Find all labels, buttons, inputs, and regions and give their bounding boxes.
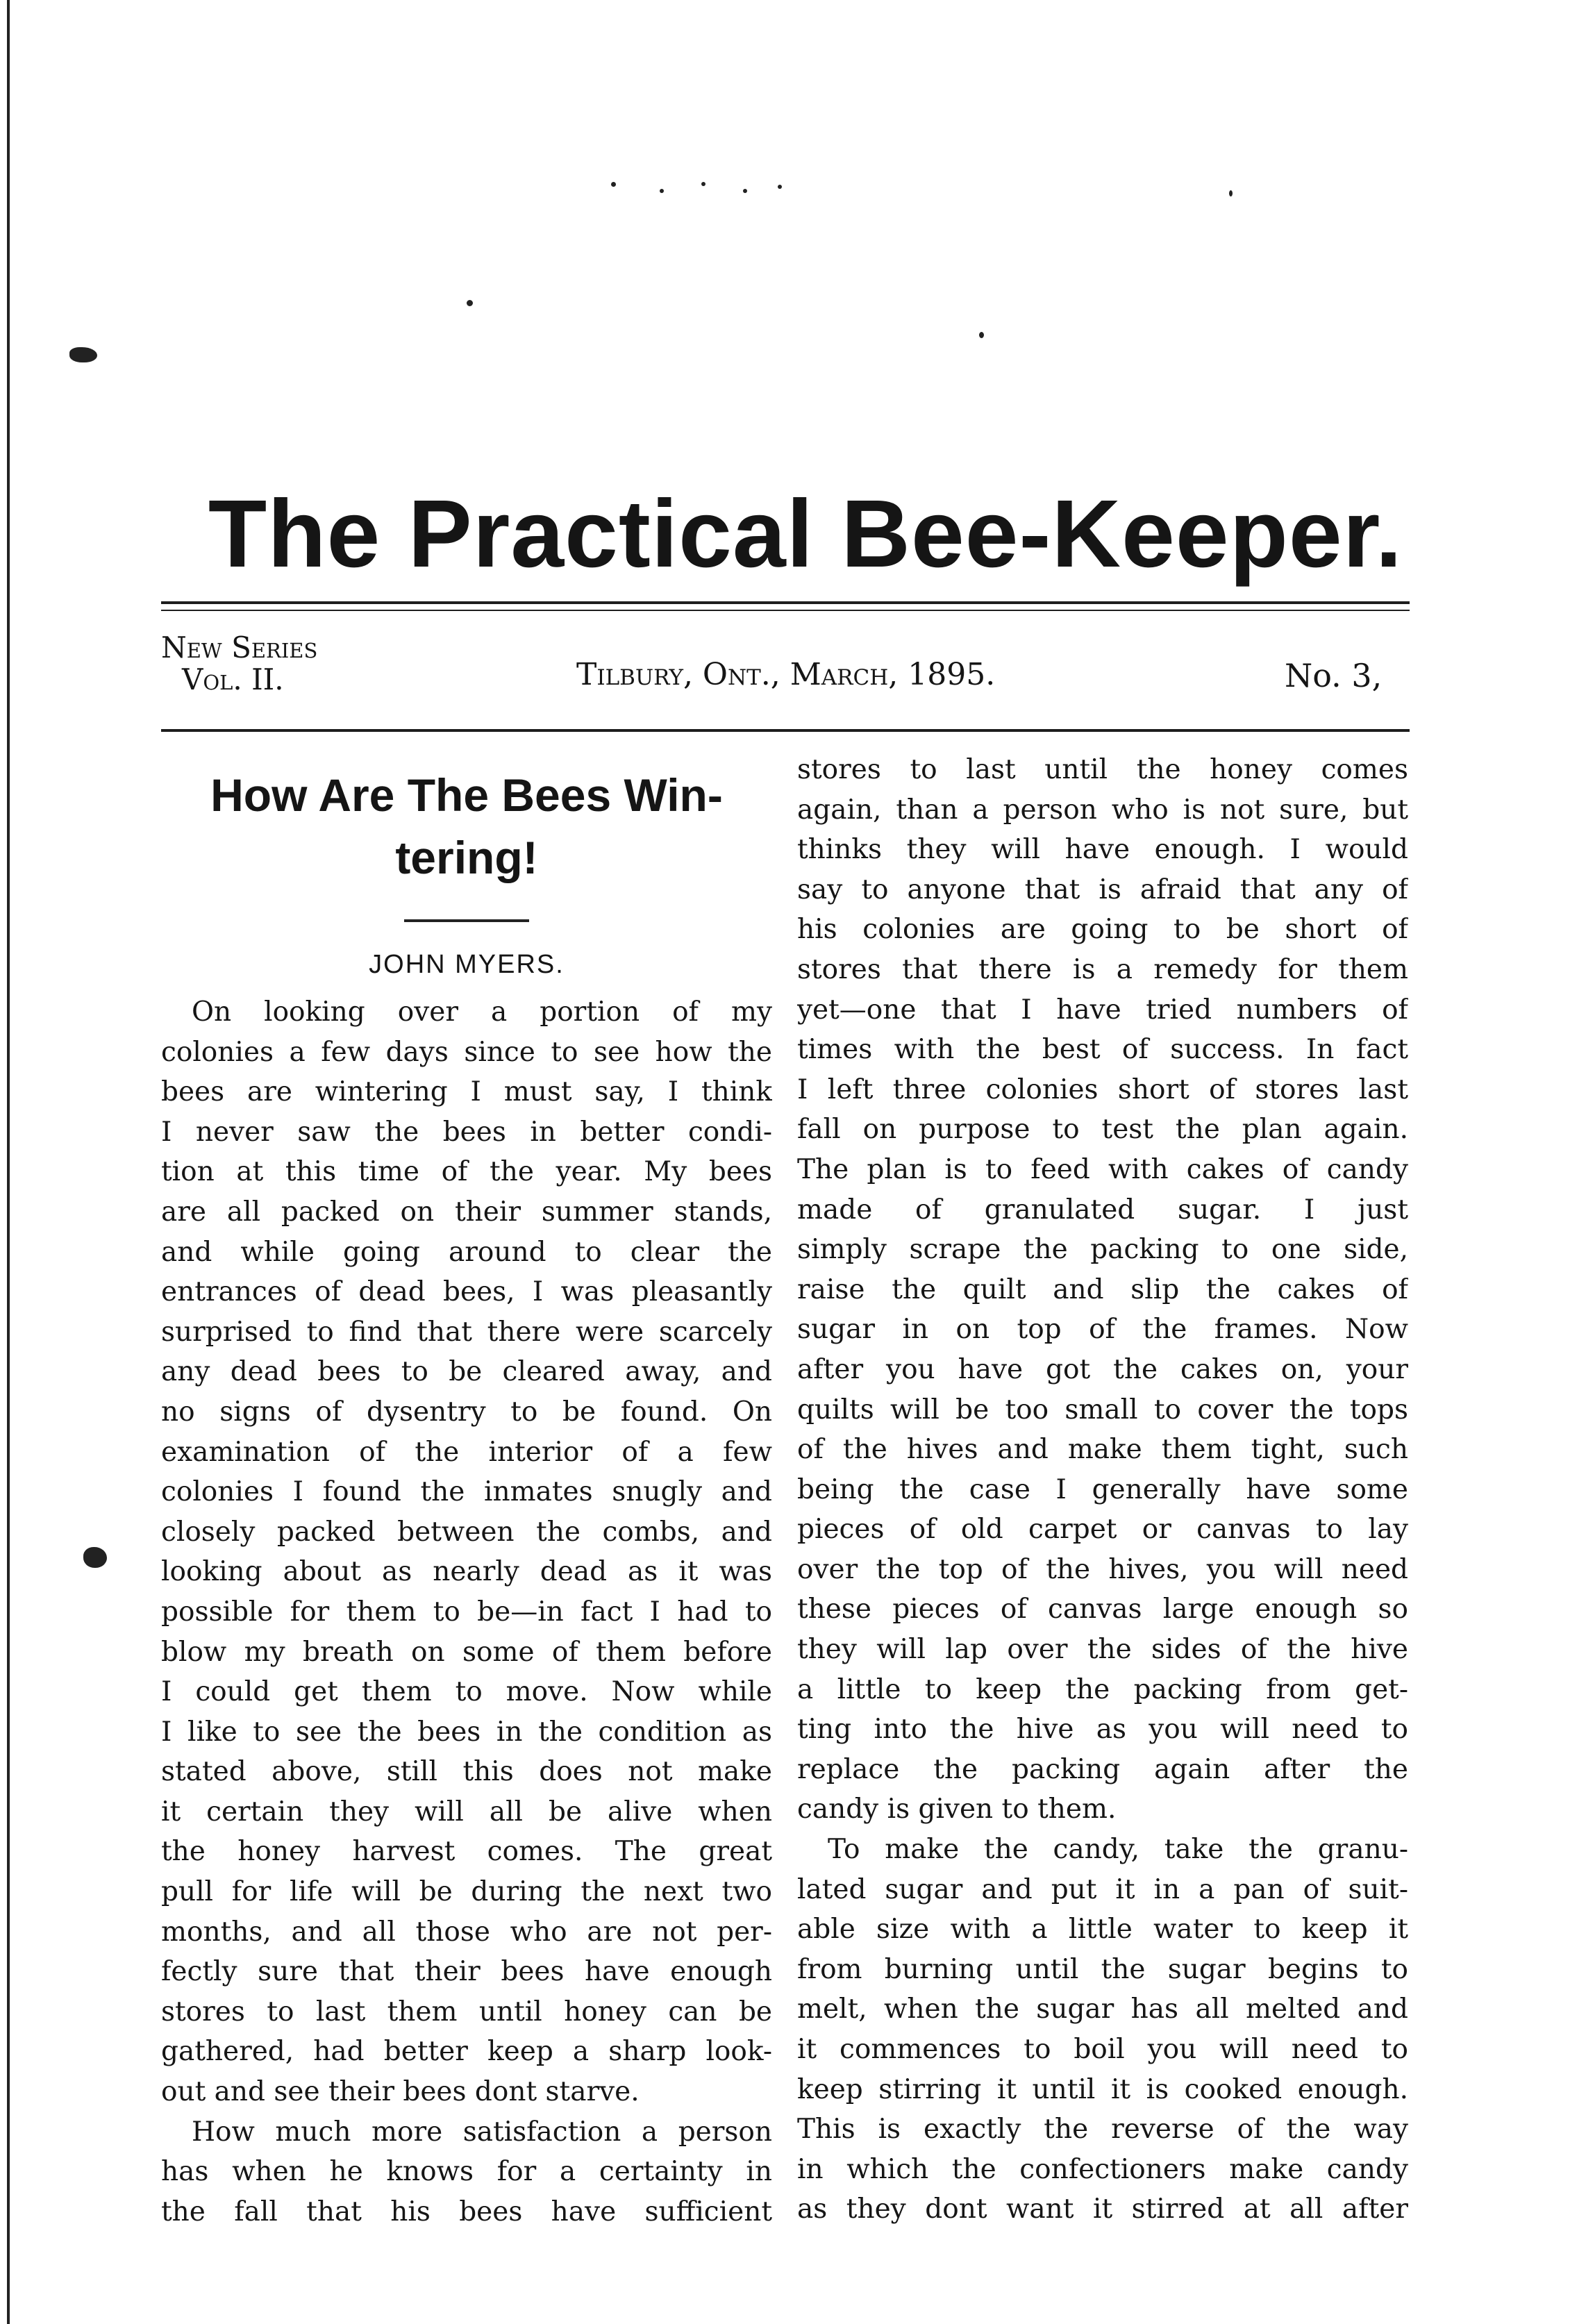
text-line: stated above, still this does not make: [161, 1756, 772, 1788]
text-line: fall on purpose to test the plan again.: [797, 1114, 1408, 1146]
right-column-text: [797, 750, 1408, 2230]
text-line: On looking over a portion of my: [192, 996, 772, 1028]
ink-speck: [778, 185, 782, 189]
text-line: as they dont want it stirred at all after: [797, 2193, 1408, 2225]
text-line: they will lap over the sides of the hive: [797, 1634, 1408, 1666]
text-line: after you have got the cakes on, your: [797, 1353, 1408, 1385]
text-line: melt, when the sugar has all melted and: [797, 1993, 1408, 2025]
text-line: stores to last them until honey can be: [161, 1996, 772, 2028]
volume-label: Vol. II.: [182, 662, 284, 696]
text-line: the fall that his bees have sufficient: [161, 2196, 772, 2227]
text-line: replace the packing again after the: [797, 1753, 1408, 1785]
text-line: raise the quilt and slip the cakes of: [797, 1273, 1408, 1305]
text-line: fectly sure that their bees have enough: [161, 1956, 772, 1988]
text-line: The plan is to feed with cakes of candy: [797, 1153, 1408, 1185]
text-line: again, than a person who is not sure, but: [797, 794, 1408, 826]
text-line: yet—one that I have tried numbers of: [797, 994, 1408, 1026]
text-line: tion at this time of the year. My bees: [161, 1156, 772, 1188]
ink-speck: [467, 300, 473, 306]
text-line: being the case I generally have some: [797, 1473, 1408, 1505]
text-line: surprised to find that there were scarcely: [161, 1316, 772, 1348]
masthead-rule-bottom: [161, 729, 1410, 732]
ink-speck: [1229, 190, 1233, 197]
issue-number: No. 3,: [1285, 657, 1383, 694]
text-line: in which the confectioners make candy: [797, 2153, 1408, 2185]
text-line: has when he knows for a certainty in: [161, 2156, 772, 2188]
text-line: gathered, had better keep a sharp look-: [161, 2036, 772, 2068]
title-divider: [404, 919, 529, 922]
text-line: examination of the interior of a few: [161, 1436, 772, 1468]
text-line: colonies a few days since to see how the: [161, 1036, 772, 1068]
text-line: candy is given to them.: [797, 1794, 1117, 1825]
ink-speck: [611, 182, 616, 187]
text-line: from burning until the sugar begins to: [797, 1953, 1408, 1985]
text-line: To make the candy, take the granu-: [828, 1834, 1408, 1866]
text-line: thinks they will have enough. I would: [797, 834, 1408, 866]
text-line: it commences to boil you will need to: [797, 2034, 1408, 2065]
text-line: bees are wintering I must say, I think: [161, 1076, 772, 1108]
text-line: This is exactly the reverse of the way: [797, 2114, 1408, 2146]
text-line: stores to last until the honey comes: [797, 754, 1408, 785]
text-line: are all packed on their summer stands,: [161, 1196, 772, 1228]
page-edge-line: [7, 0, 10, 2324]
ink-speck: [979, 332, 984, 338]
text-line: no signs of dysentry to be found. On: [161, 1396, 772, 1428]
ink-blot: [83, 1547, 107, 1568]
masthead-rule-top: [161, 601, 1410, 604]
text-line: pieces of old carpet or canvas to lay: [797, 1514, 1408, 1546]
ink-speck: [660, 189, 664, 193]
text-line: able size with a little water to keep it: [797, 1914, 1408, 1946]
ink-blot: [69, 347, 97, 362]
ink-speck: [701, 182, 705, 186]
masthead-rule-top-second: [161, 610, 1410, 611]
text-line: simply scrape the packing to one side,: [797, 1234, 1408, 1266]
text-line: lated sugar and put it in a pan of suit-: [797, 1873, 1408, 1905]
article-column-left: [161, 750, 772, 2232]
text-line: over the top of the hives, you will need: [797, 1553, 1408, 1585]
text-line: the honey harvest comes. The great: [161, 1836, 772, 1868]
text-line: sugar in on top of the frames. Now: [797, 1314, 1408, 1346]
article-author: JOHN MYERS.: [369, 950, 565, 979]
series-label: New Series: [161, 630, 318, 664]
text-line: entrances of dead bees, I was pleasantly: [161, 1276, 772, 1308]
text-line: a little to keep the packing from get-: [797, 1673, 1408, 1705]
text-line: blow my breath on some of them before: [161, 1636, 772, 1668]
text-line: closely packed between the combs, and: [161, 1516, 772, 1548]
text-line: quilts will be too small to cover the tops: [797, 1394, 1408, 1426]
article-title: [161, 764, 772, 889]
article-column-right: [797, 750, 1408, 2230]
series-volume: [161, 632, 317, 696]
text-line: months, and all those who are not per-: [161, 1916, 772, 1948]
masthead-title: The Practical Bee-Keeper.: [208, 480, 1403, 587]
text-line: it certain they will all be alive when: [161, 1796, 772, 1828]
place-date: Tilbury, Ont., March, 1895.: [576, 657, 996, 692]
text-line: made of granulated sugar. I just: [797, 1194, 1408, 1226]
text-line: say to anyone that is afraid that any of: [797, 873, 1408, 905]
text-line: and while going around to clear the: [161, 1236, 772, 1268]
text-line: pull for life will be during the next two: [161, 1876, 772, 1908]
text-line: times with the best of success. In fact: [797, 1034, 1408, 1066]
text-line: stores that there is a remedy for them: [797, 953, 1408, 985]
text-line: looking about as nearly dead as it was: [161, 1556, 772, 1588]
text-line: any dead bees to be cleared away, and: [161, 1356, 772, 1388]
text-line: I never saw the bees in better condi-: [161, 1116, 772, 1148]
text-line: How much more satisfaction a person: [192, 2116, 772, 2148]
text-line: out and see their bees dont starve.: [161, 2076, 640, 2108]
text-line: these pieces of canvas large enough so: [797, 1594, 1408, 1625]
article-title-line-1: How Are The Bees Win-: [210, 769, 723, 821]
article-title-line-2: tering!: [395, 832, 538, 883]
text-line: possible for them to be—in fact I had to: [161, 1596, 772, 1628]
text-line: I like to see the bees in the condition as: [161, 1716, 772, 1748]
text-line: keep stirring it until it is cooked enough.: [797, 2073, 1408, 2105]
left-column-text: [161, 992, 772, 2232]
text-line: of the hives and make them tight, such: [797, 1434, 1408, 1466]
text-line: colonies I found the inmates snugly and: [161, 1476, 772, 1508]
text-line: I left three colonies short of stores last: [797, 1073, 1408, 1105]
text-line: ting into the hive as you will need to: [797, 1714, 1408, 1746]
text-line: his colonies are going to be short of: [797, 914, 1408, 946]
text-line: I could get them to move. Now while: [161, 1676, 772, 1708]
ink-speck: [743, 189, 747, 193]
